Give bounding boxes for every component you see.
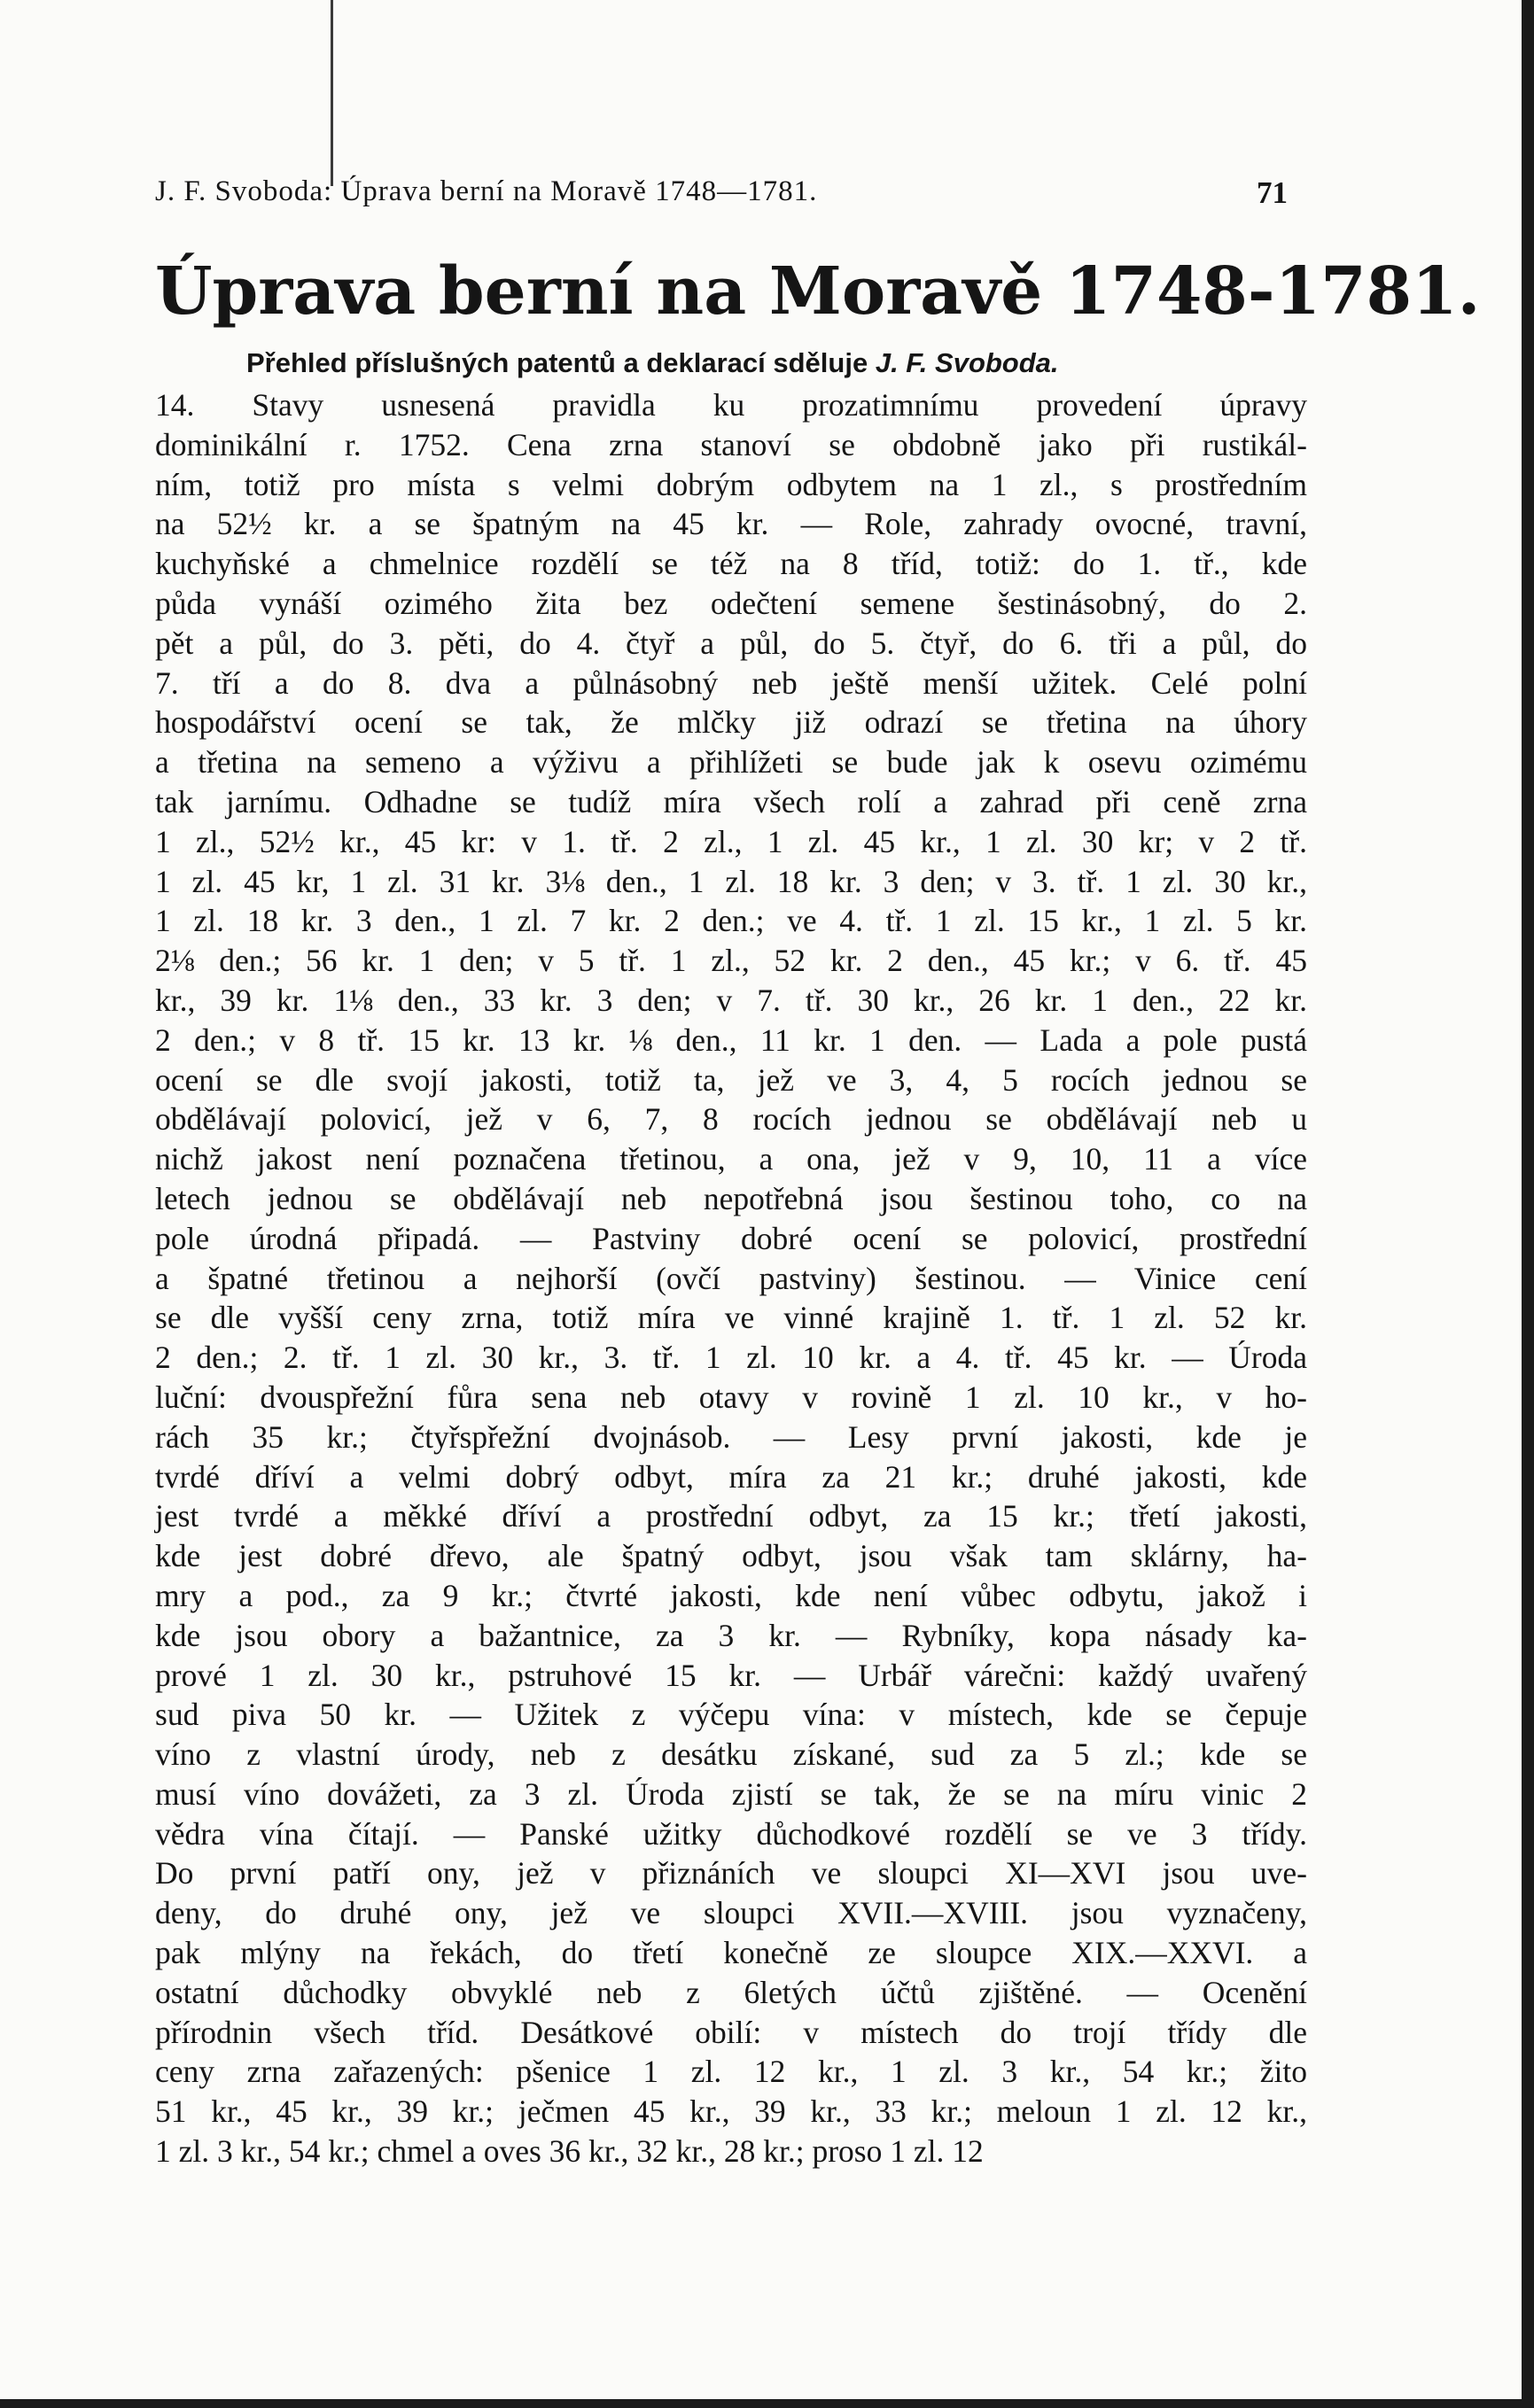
text-line: pět a půl, do 3. pěti, do 4. čtyř a půl, do 5. čtyř, do 6. tři a půl, do [155, 625, 1307, 661]
text-line: vědra vína čítají. — Panské užitky důchodkové rozdělí se ve 3 třídy. [155, 1815, 1307, 1852]
text-line: 7. tří a do 8. dva a půlnásobný neb ještě menší užitek. Celé polní [155, 664, 1307, 701]
text-line: kde jest dobré dřevo, ale špatný odbyt, jsou však tam sklárny, ha- [155, 1538, 1307, 1574]
text-line: letech jednou se obdělávají neb nepotřebná jsou šestinou toho, co na [155, 1180, 1307, 1216]
page-number: 71 [1257, 175, 1288, 210]
text-line: dominikální r. 1752. Cena zrna stanoví se obdobně jako při rustikál- [155, 426, 1307, 462]
article-title: Úprava berní na Moravě 1748-1781. [155, 253, 1481, 330]
text-line: 1 zl., 52½ kr., 45 kr: v 1. tř. 2 zl., 1 zl. 45 kr., 1 zl. 30 kr; v 2 tř. [155, 823, 1307, 859]
text-line: obdělávají polovicí, jež v 6, 7, 8 rocích jednou se obdělávají neb u [155, 1101, 1307, 1138]
text-line: tak jarnímu. Odhadne se tudíž míra všech rolí a zahrad při ceně zrna [155, 783, 1307, 819]
text-line: musí víno dovážeti, za 3 zl. Úroda zjistí se tak, že se na míru vinic 2 [155, 1775, 1307, 1812]
text-line: ocení se dle svojí jakosti, totiž ta, jež ve 3, 4, 5 rocích jednou se [155, 1061, 1307, 1098]
text-line: kuchyňské a chmelnice rozdělí se též na 8 tříd, totiž: do 1. tř., kde [155, 546, 1307, 582]
text-line: ním, totiž pro místa s velmi dobrým odbytem na 1 zl., s prostředním [155, 466, 1307, 502]
text-line: 2 den.; 2. tř. 1 zl. 30 kr., 3. tř. 1 zl. 10 kr. a 4. tř. 45 kr. — Úroda [155, 1340, 1307, 1376]
text-line: pole úrodná připadá. — Pastviny dobré ocení se polovicí, prostřední [155, 1220, 1307, 1256]
text-line: rách 35 kr.; čtyřspřežní dvojnásob. — Lesy první jakosti, kde je [155, 1418, 1307, 1455]
text-line: 51 kr., 45 kr., 39 kr.; ječmen 45 kr., 39 kr., 33 kr.; meloun 1 zl. 12 kr., [155, 2093, 1307, 2130]
text-line: luční: dvouspřežní fůra sena neb otavy v rovině 1 zl. 10 kr., v ho- [155, 1379, 1307, 1415]
text-line: 2⅛ den.; 56 kr. 1 den; v 5 tř. 1 zl., 52 kr. 2 den., 45 kr.; v 6. tř. 45 [155, 943, 1307, 979]
text-line: ceny zrna zařazených: pšenice 1 zl. 12 kr., 1 zl. 3 kr., 54 kr.; žito [155, 2054, 1307, 2090]
text-line: mry a pod., za 9 kr.; čtvrté jakosti, kde není vůbec odbytu, jakož i [155, 1577, 1307, 1613]
text-line: se dle vyšší ceny zrna, totiž míra ve vinné krajině 1. tř. 1 zl. 52 kr. [155, 1300, 1307, 1336]
text-line: nichž jakost není poznačena třetinou, a ona, jež v 9, 10, 11 a více [155, 1141, 1307, 1177]
text-line: víno z vlastní úrody, neb z desátku získané, sud za 5 zl.; kde se [155, 1736, 1307, 1773]
text-line: 1 zl. 18 kr. 3 den., 1 zl. 7 kr. 2 den.; ve 4. tř. 1 zl. 15 kr., 1 zl. 5 kr. [155, 903, 1307, 939]
text-line: na 52½ kr. a se špatným na 45 kr. — Role, zahrady ovocné, travní, [155, 506, 1307, 542]
text-line: prové 1 zl. 30 kr., pstruhové 15 kr. — Urbář várečni: každý uvařený [155, 1657, 1307, 1693]
binding-mark [331, 0, 333, 186]
text-line: tvrdé dříví a velmi dobrý odbyt, míra za 21 kr.; druhé jakosti, kde [155, 1458, 1307, 1495]
text-line: přírodnin všech tříd. Desátkové obilí: v místech do trojí třídy dle [155, 2014, 1307, 2050]
author-name: J. F. Svoboda. [875, 347, 1059, 378]
running-head: J. F. Svoboda: Úprava berní na Moravě 1748—1781. [155, 175, 818, 207]
text-line: 1 zl. 3 kr., 54 kr.; chmel a oves 36 kr., 32 kr., 28 kr.; proso 1 zl. 12 [155, 2133, 984, 2170]
text-line: a špatné třetinou a nejhorší (ovčí pastviny) šestinou. — Vinice cení [155, 1260, 1307, 1296]
text-line: a třetina na semeno a výživu a přihlížeti se bude jak k osevu ozimému [155, 744, 1307, 781]
text-line: kr., 39 kr. 1⅛ den., 33 kr. 3 den; v 7. tř. 30 kr., 26 kr. 1 den., 22 kr. [155, 982, 1307, 1018]
text-line: ostatní důchodky obvyklé neb z 6letých účtů zjištěné. — Ocenění [155, 1974, 1307, 2010]
article-subtitle [246, 347, 1059, 379]
text-line: sud piva 50 kr. — Užitek z výčepu vína: v místech, kde se čepuje [155, 1697, 1307, 1733]
article-body [155, 385, 1307, 2171]
text-line: kde jsou obory a bažantnice, za 3 kr. — Rybníky, kopa násady ka- [155, 1617, 1307, 1653]
text-line: Do první patří ony, jež v přiznáních ve sloupci XI—XVI jsou uve- [155, 1855, 1307, 1891]
subtitle-text: Přehled příslušných patentů a deklarací sděluje [246, 347, 868, 378]
text-line: deny, do druhé ony, jež ve sloupci XVII.—XVIII. jsou vyznačeny, [155, 1895, 1307, 1931]
text-line: 1 zl. 45 kr, 1 zl. 31 kr. 3⅛ den., 1 zl. 18 kr. 3 den; v 3. tř. 1 zl. 30 kr., [155, 863, 1307, 899]
text-line: hospodářství ocení se tak, že mlčky již odrazí se třetina na úhory [155, 704, 1307, 741]
text-line: 2 den.; v 8 tř. 15 kr. 13 kr. ⅛ den., 11 kr. 1 den. — Lada a pole pustá [155, 1021, 1307, 1058]
text-line: jest tvrdé a měkké dříví a prostřední odbyt, za 15 kr.; třetí jakosti, [155, 1498, 1307, 1534]
text-line: půda vynáší ozimého žita bez odečtení semene šestinásobný, do 2. [155, 585, 1307, 621]
text-line: 14. Stavy usnesená pravidla ku prozatimnímu provedení úpravy [155, 387, 1307, 423]
text-line: pak mlýny na řekách, do třetí konečně ze sloupce XIX.—XXVI. a [155, 1935, 1307, 1971]
